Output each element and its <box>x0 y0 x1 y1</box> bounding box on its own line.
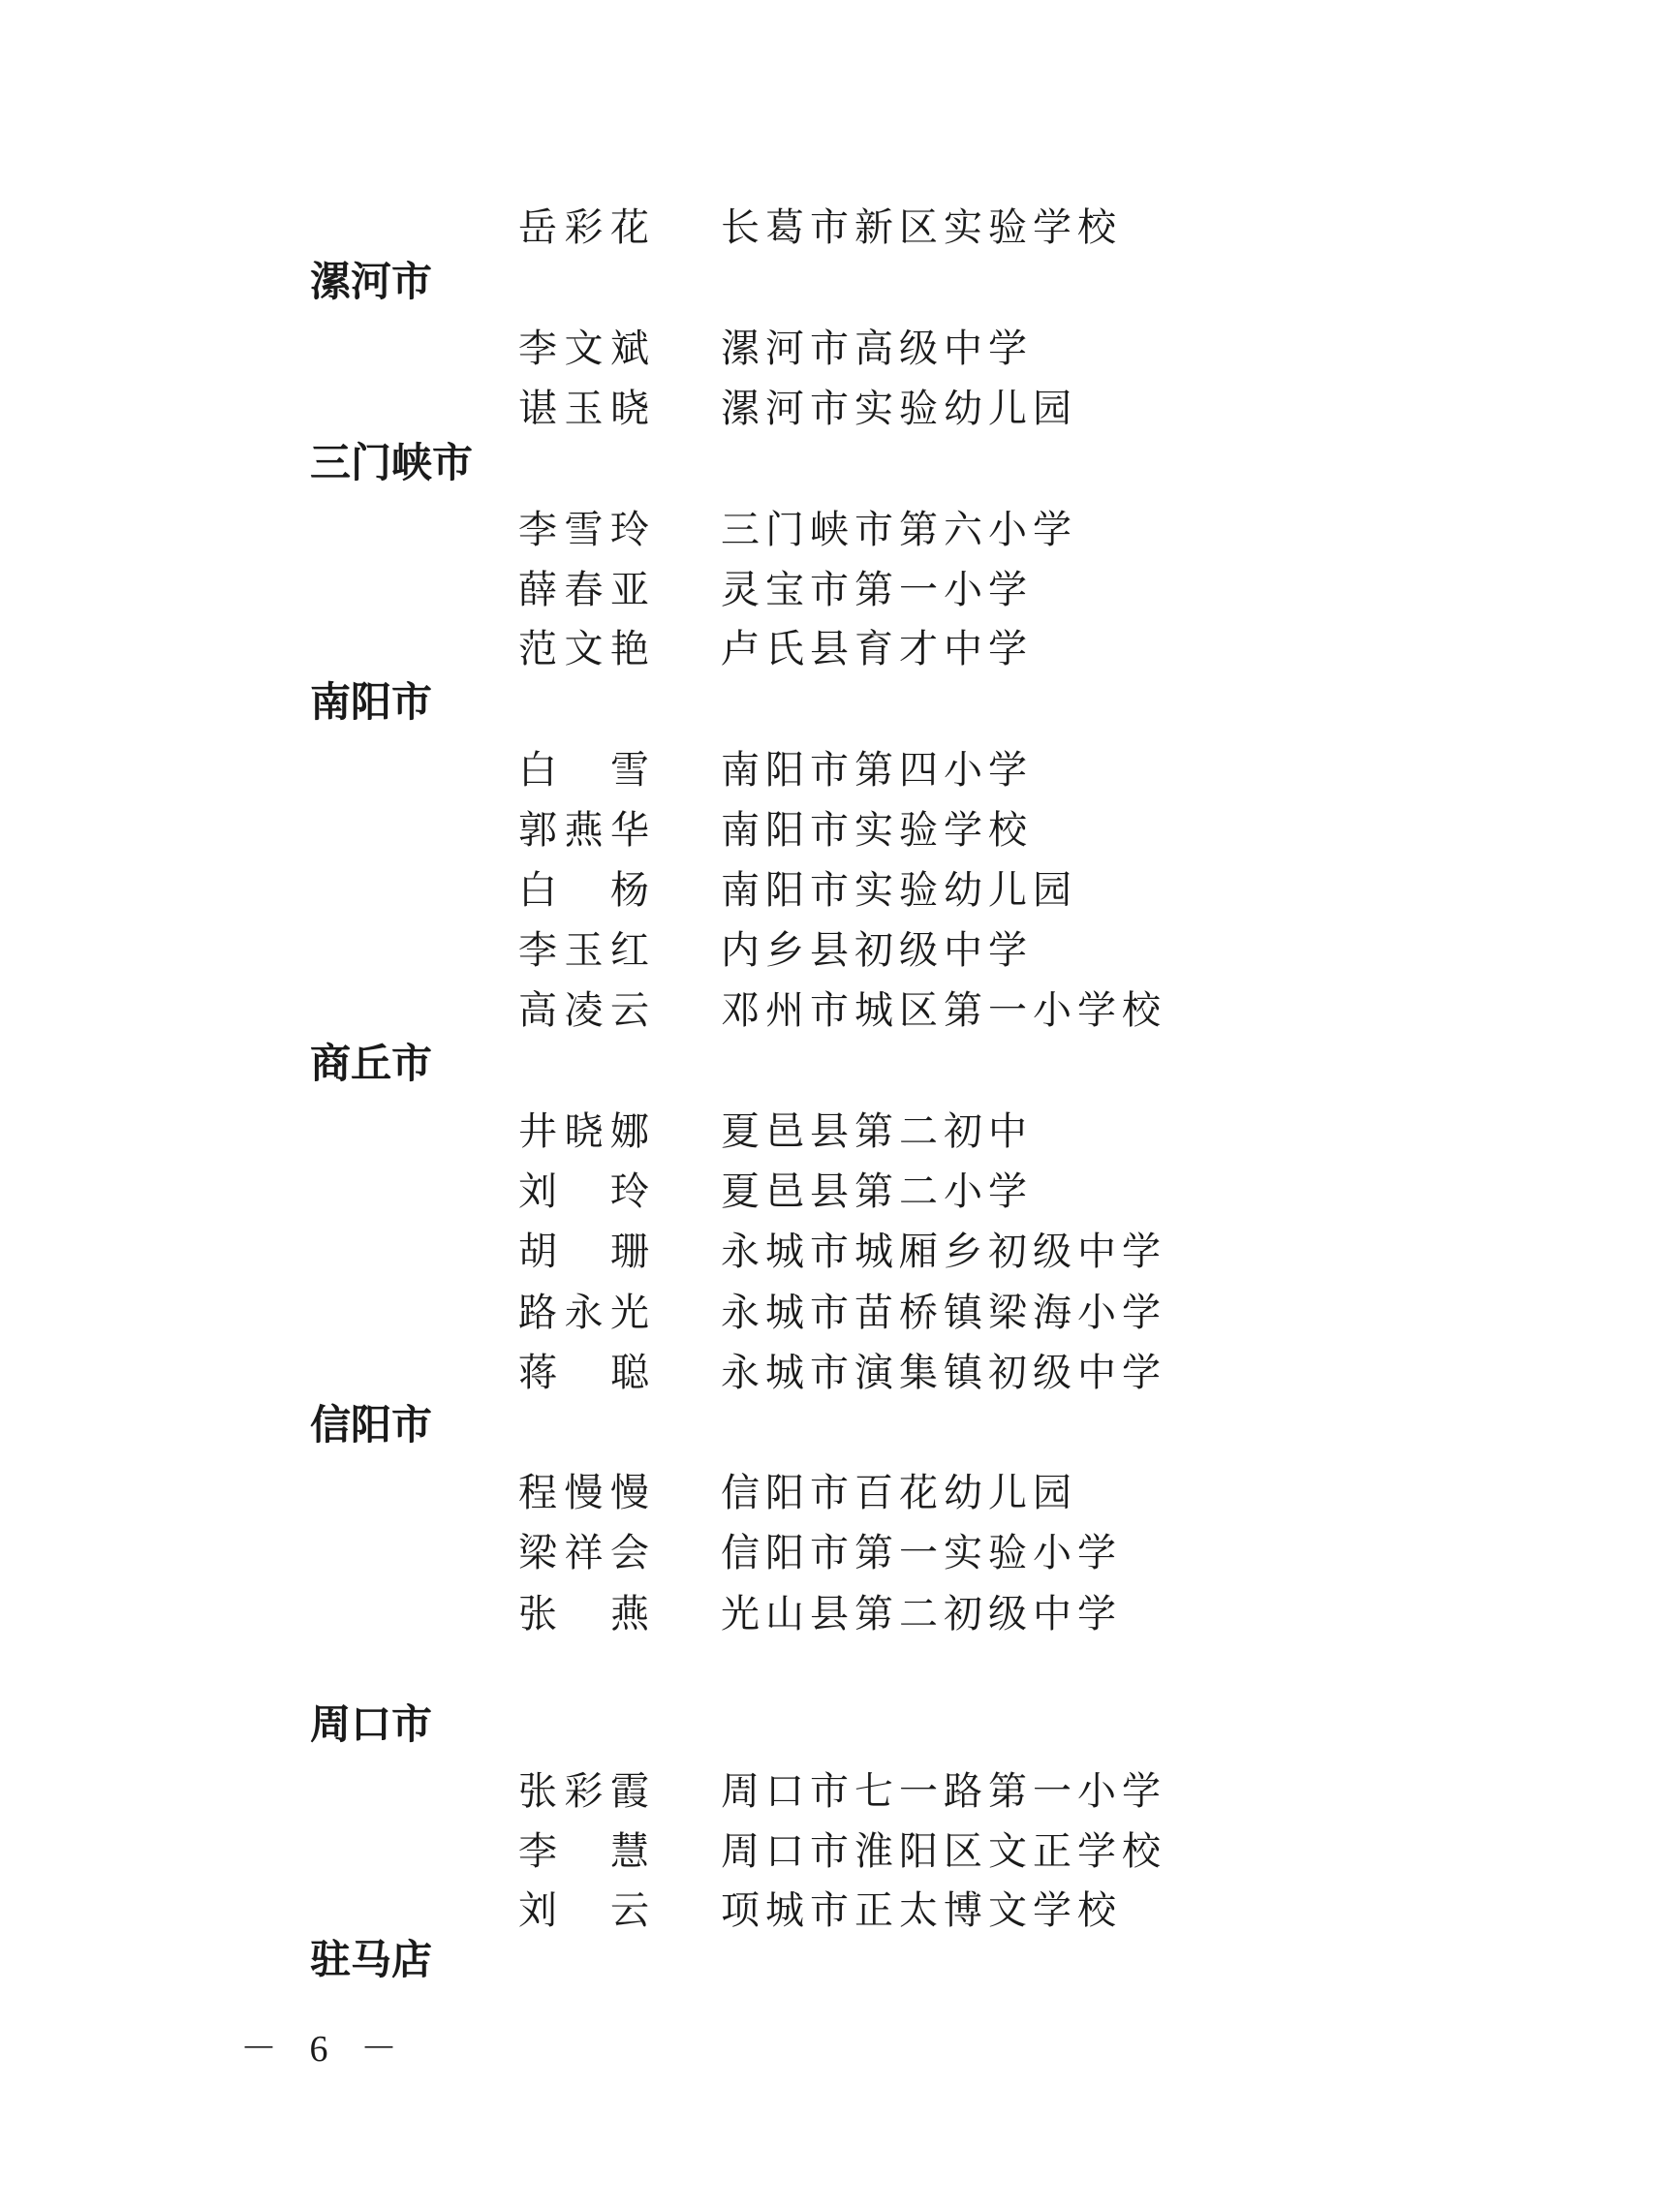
school-name: 邓州市城区第一小学校 <box>721 988 1166 1033</box>
school-name: 灵宝市第一小学 <box>721 568 1033 612</box>
person-name: 路永光 <box>518 1291 649 1335</box>
person-name: 高凌云 <box>518 988 649 1033</box>
city-heading-row <box>0 669 1677 736</box>
city-heading: 周口市 <box>310 1700 433 1748</box>
school-name: 漯河市实验幼儿园 <box>721 387 1077 431</box>
person-name: 张彩霞 <box>518 1769 649 1814</box>
person-name: 范文艳 <box>518 627 649 671</box>
school-name: 南阳市实验学校 <box>721 808 1033 853</box>
person-name: 井晓娜 <box>518 1109 649 1154</box>
list-item <box>0 796 1677 864</box>
school-name: 卢氏县育才中学 <box>721 627 1033 671</box>
person-name: 胡 珊 <box>518 1230 649 1274</box>
city-heading: 商丘市 <box>310 1040 433 1087</box>
list-item <box>0 1279 1677 1347</box>
list-item <box>0 1818 1677 1885</box>
list-item <box>0 857 1677 924</box>
school-name: 项城市正太博文学校 <box>721 1888 1122 1933</box>
school-name: 夏邑县第二小学 <box>721 1169 1033 1214</box>
list-item <box>0 1218 1677 1286</box>
school-name: 南阳市实验幼儿园 <box>721 868 1077 913</box>
school-name: 内乡县初级中学 <box>721 928 1033 973</box>
person-name: 李 慧 <box>518 1829 649 1874</box>
city-heading-row <box>0 1691 1677 1759</box>
school-name: 漯河市高级中学 <box>721 327 1033 371</box>
school-name: 长葛市新区实验学校 <box>721 205 1122 250</box>
list-item <box>0 1758 1677 1825</box>
school-name: 永城市演集镇初级中学 <box>721 1351 1166 1395</box>
city-heading: 南阳市 <box>310 678 433 726</box>
list-item <box>0 315 1677 383</box>
person-name: 梁祥会 <box>518 1531 649 1575</box>
list-item <box>0 1580 1677 1648</box>
person-name: 李玉红 <box>518 928 649 973</box>
page-number: － 6 － <box>240 2029 410 2070</box>
list-item <box>0 1098 1677 1166</box>
person-name: 程慢慢 <box>518 1471 649 1515</box>
school-name: 永城市城厢乡初级中学 <box>721 1230 1166 1274</box>
person-name: 白 雪 <box>518 748 649 793</box>
city-heading: 信阳市 <box>310 1401 433 1449</box>
person-name: 李文斌 <box>518 327 649 371</box>
list-item <box>0 556 1677 624</box>
school-name: 光山县第二初级中学 <box>721 1592 1122 1636</box>
school-name: 信阳市百花幼儿园 <box>721 1471 1077 1515</box>
school-name: 三门峡市第六小学 <box>721 508 1077 552</box>
city-heading: 三门峡市 <box>310 439 474 486</box>
list-item <box>0 1158 1677 1226</box>
school-name: 南阳市第四小学 <box>721 748 1033 793</box>
city-heading: 漯河市 <box>310 258 433 305</box>
list-item <box>0 496 1677 564</box>
city-heading-row <box>0 248 1677 316</box>
city-heading: 驻马店 <box>310 1936 433 1983</box>
list-item <box>0 1519 1677 1587</box>
school-name: 夏邑县第二初中 <box>721 1109 1033 1154</box>
list-item <box>0 1459 1677 1527</box>
person-name: 郭燕华 <box>518 808 649 853</box>
person-name: 薛春亚 <box>518 568 649 612</box>
city-heading-row <box>0 1926 1677 1994</box>
person-name: 岳彩花 <box>518 205 649 250</box>
school-name: 永城市苗桥镇梁海小学 <box>721 1291 1166 1335</box>
person-name: 刘 云 <box>518 1888 649 1933</box>
list-item <box>0 736 1677 804</box>
list-item <box>0 917 1677 984</box>
city-heading-row <box>0 1030 1677 1098</box>
school-name: 周口市淮阳区文正学校 <box>721 1829 1166 1874</box>
school-name: 信阳市第一实验小学 <box>721 1531 1122 1575</box>
person-name: 李雪玲 <box>518 508 649 552</box>
person-name: 蒋 聪 <box>518 1351 649 1395</box>
person-name: 张 燕 <box>518 1592 649 1636</box>
city-heading-row <box>0 1391 1677 1459</box>
city-heading-row <box>0 429 1677 497</box>
person-name: 白 杨 <box>518 868 649 913</box>
person-name: 谌玉晓 <box>518 387 649 431</box>
person-name: 刘 玲 <box>518 1169 649 1214</box>
school-name: 周口市七一路第一小学 <box>721 1769 1166 1814</box>
